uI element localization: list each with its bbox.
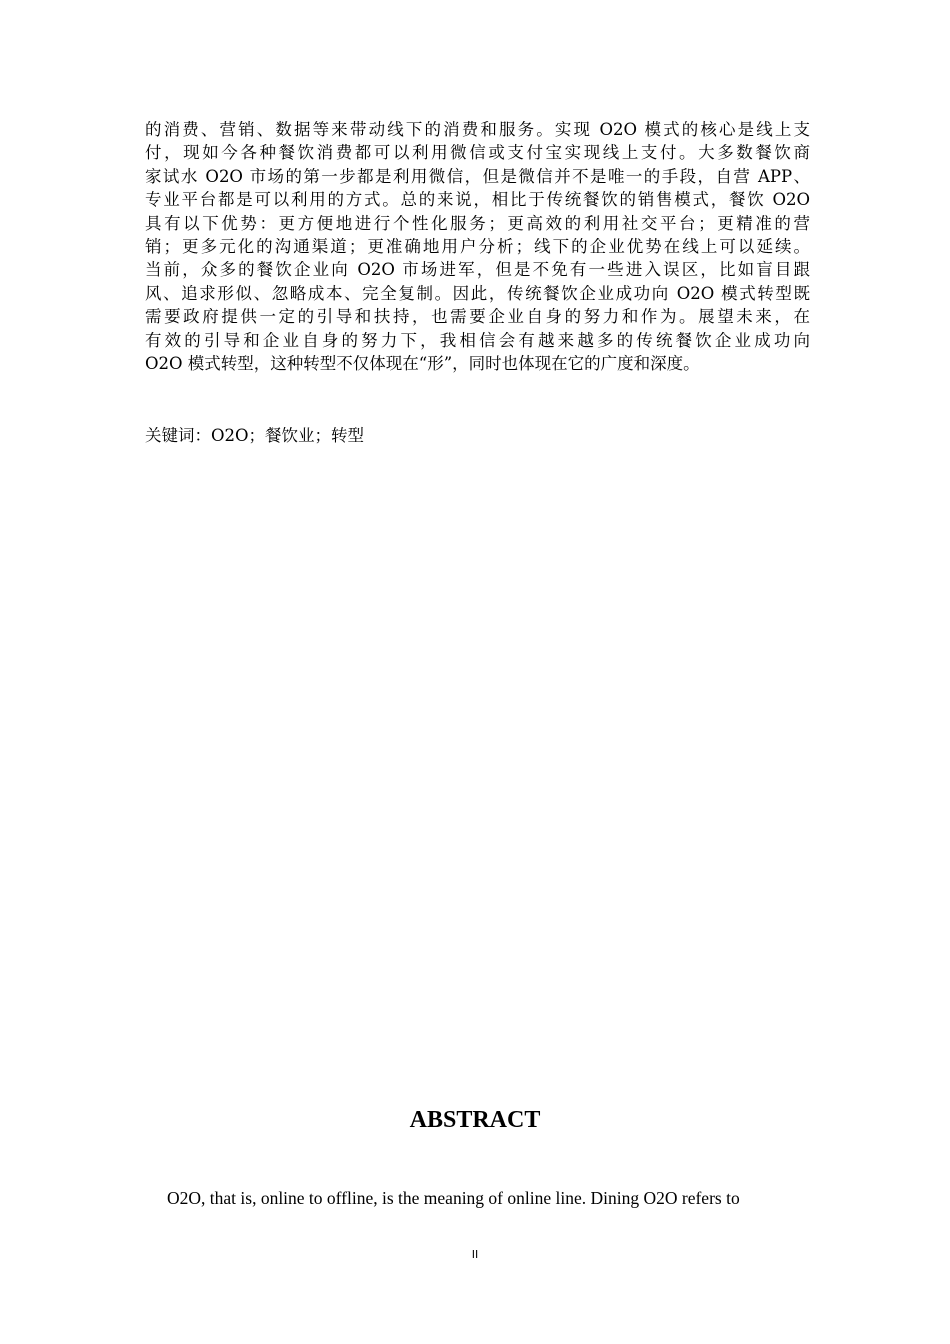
chinese-abstract-body [145,118,810,375]
chinese-abstract-line: 专业平台都是可以利用的方式。总的来说，相比于传统餐饮的销售模式，餐饮 O2O [145,190,810,210]
chinese-abstract-line: 付，现如今各种餐饮消费都可以利用微信或支付宝实现线上支付。大多数餐饮商 [145,143,810,163]
chinese-abstract-line: 具有以下优势：更方便地进行个性化服务；更高效的利用社交平台；更精准的营 [145,213,810,233]
keywords-label: 关键词： [145,426,211,445]
keywords-value: O2O；餐饮业；转型 [211,426,365,445]
keywords-line [145,424,364,447]
english-abstract-first-line: O2O, that is, online to offline, is the meaning of online line. Dining O2O refers to [167,1188,740,1208]
page-number: II [471,1248,479,1261]
english-abstract-title: ABSTRACT [409,1107,541,1133]
chinese-abstract-line: O2O 模式转型，这种转型不仅体现在“形”，同时也体现在它的广度和深度。 [145,353,700,373]
chinese-abstract-line: 当前，众多的餐饮企业向 O2O 市场进军，但是不免有一些进入误区，比如盲目跟 [145,260,810,280]
chinese-abstract-line: 需要政府提供一定的引导和扶持，也需要企业自身的努力和作为。展望未来，在 [145,307,810,327]
chinese-abstract-line: 销；更多元化的沟通渠道；更准确地用户分析；线下的企业优势在线上可以延续。 [145,236,810,256]
chinese-abstract-line: 家试水 O2O 市场的第一步都是利用微信，但是微信并不是唯一的手段，自营 APP、 [145,166,810,186]
chinese-abstract-line: 有效的引导和企业自身的努力下，我相信会有越来越多的传统餐饮企业成功向 [145,330,810,350]
chinese-abstract-line: 风、追求形似、忽略成本、完全复制。因此，传统餐饮企业成功向 O2O 模式转型既 [145,283,810,303]
chinese-abstract-line: 的消费、营销、数据等来带动线下的消费和服务。实现 O2O 模式的核心是线上支 [145,120,810,139]
